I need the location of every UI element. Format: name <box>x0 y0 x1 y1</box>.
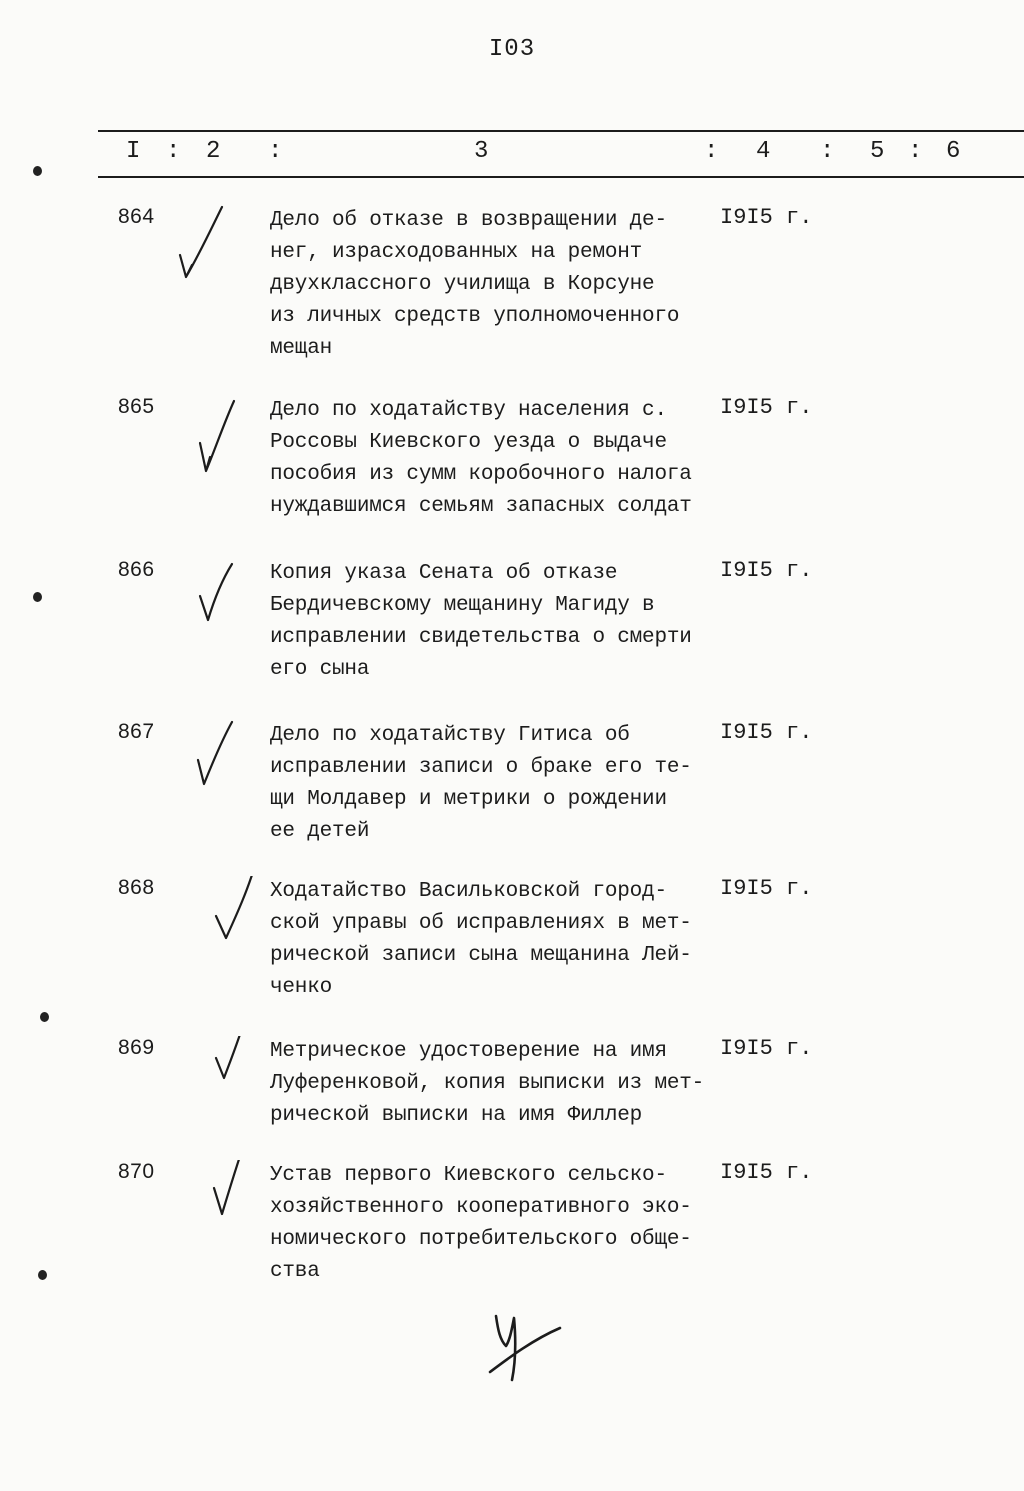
table-header <box>0 138 1024 168</box>
item-date: I9I5 г. <box>720 1036 813 1061</box>
header-separator: : <box>268 138 283 165</box>
header-separator: : <box>820 138 835 165</box>
handwritten-mark-icon <box>476 1310 576 1390</box>
header-col-2: 2 <box>206 138 221 165</box>
check-mark-icon <box>192 720 248 794</box>
table-top-rule <box>98 130 1024 132</box>
item-description: Дело по ходатайству населения с. Россовы Киевского уезда о выдаче пособия из сумм коробочного налога нуждавшимся семьям запасных солдат <box>270 399 692 518</box>
header-col-5: 5 <box>870 138 885 165</box>
binder-hole-icon <box>40 1012 49 1022</box>
item-description: Дело по ходатайству Гитиса об исправлении записи о браке его те- щи Молдавер и метрики о рождении ее детей <box>270 724 692 843</box>
header-separator: : <box>908 138 923 165</box>
item-number: 864 <box>118 205 155 228</box>
item-number: 865 <box>118 395 155 418</box>
item-description: Дело об отказе в возвращении де- нег, израсходованных на ремонт двухклассного училища в Корсуне из личных средств уполномоченного мещан <box>270 209 680 360</box>
item-number: 869 <box>118 1036 155 1059</box>
binder-hole-icon <box>33 592 42 602</box>
item-date: I9I5 г. <box>720 205 813 230</box>
item-number: 870 <box>118 1160 155 1183</box>
item-number: 867 <box>118 720 155 743</box>
check-mark-icon <box>194 395 254 485</box>
item-date: I9I5 г. <box>720 1160 813 1185</box>
page-number: I03 <box>488 36 536 63</box>
binder-hole-icon <box>38 1270 47 1280</box>
header-separator: : <box>166 138 181 165</box>
check-mark-icon <box>196 558 246 628</box>
table-header-rule <box>98 176 1024 178</box>
check-mark-icon <box>210 1160 260 1220</box>
check-mark-icon <box>172 205 242 295</box>
item-date: I9I5 г. <box>720 395 813 420</box>
binder-hole-icon <box>33 166 42 176</box>
item-date: I9I5 г. <box>720 558 813 583</box>
item-description: Метрическое удостоверение на имя Луференковой, копия выписки из мет- рической выписки на имя Филлер <box>270 1040 705 1127</box>
header-col-1: I <box>126 138 141 165</box>
item-description: Устав первого Киевского сельско- хозяйственного кооперативного эко- номического потребительского обще- ства <box>270 1164 692 1283</box>
header-separator: : <box>704 138 719 165</box>
item-description: Ходатайство Васильковской город- ской управы об исправлениях в мет- рической записи сына мещанина Лей- ченко <box>270 880 692 999</box>
header-col-6: 6 <box>946 138 961 165</box>
check-mark-icon <box>210 876 270 950</box>
item-date: I9I5 г. <box>720 876 813 901</box>
item-number: 868 <box>118 876 155 899</box>
item-description: Копия указа Сената об отказе Бердичевскому мещанину Магиду в исправлении свидетельства о смерти его сына <box>270 562 692 681</box>
header-col-4: 4 <box>756 138 771 165</box>
check-mark-icon <box>212 1036 262 1090</box>
item-date: I9I5 г. <box>720 720 813 745</box>
item-number: 866 <box>118 558 155 581</box>
header-col-3: 3 <box>474 138 489 165</box>
